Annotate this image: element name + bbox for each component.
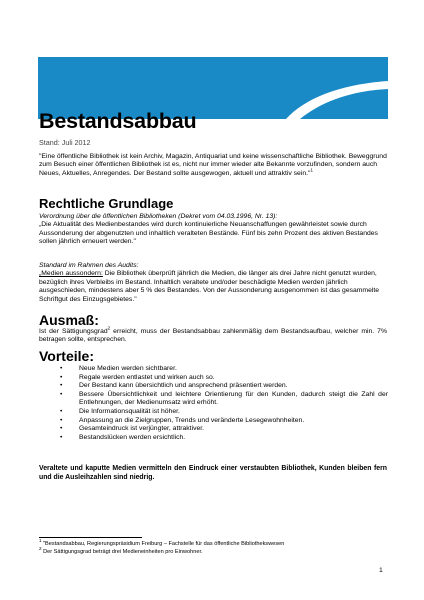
heading-vorteile: Vorteile: bbox=[39, 348, 94, 364]
standard-title: Standard im Rahmen des Audits: bbox=[39, 262, 139, 269]
list-item: • Bessere Übersichtlichkeit und leichtere Orientierung für den Kunden, dadurch steigt die Zahl der Entlehnungen, der Medienumsatz wird erhöht. bbox=[60, 391, 388, 408]
intro-quote-text: "Eine öffentliche Bibliothek ist kein Archiv, Magazin, Antiquariat und keine wissenschaftliche Bibliothek. Beweggrund zum Besuch einer öffentlichen Bibliothek ist es, nicht nur immer wieder alte Bekannte vorzufinden, sondern auch Neues, Aktuelles, Anregendes. Der Bestand sollte ausgewogen, aktuell und attraktiv sein." bbox=[39, 153, 387, 177]
footnote-ref-1: 1 bbox=[310, 167, 313, 173]
heading-rechtliche-grundlage: Rechtliche Grundlage bbox=[39, 196, 174, 211]
list-item: • Der Bestand kann übersichtlich und ansprechend präsentiert werden. bbox=[60, 382, 388, 391]
footnote-number: 2 bbox=[39, 546, 42, 552]
standard-label: „Medien aussondern: bbox=[39, 270, 103, 278]
ausmass-text bbox=[39, 325, 387, 345]
ausmass-text-before: Ist der Sättigungsgrad bbox=[39, 328, 108, 335]
footnote-text: Der Sättigungsgrad beträgt drei Medieneinheiten pro Einwohner. bbox=[41, 549, 203, 555]
verordnung-text: „Die Aktualität des Medienbestandes wird durch kontinuierliche Neuanschaffungen gewährleistet sowie durch Aussonderung der abgenutzten und inhaltlich veralteten Bestände. Fünf bis zehn Prozent des aktiven Bestandes sollen jährlich erneuert werden." bbox=[39, 221, 378, 246]
verordnung-block bbox=[39, 213, 387, 247]
verordnung-title: Verordnung über die öffentlichen Bibliotheken (Dekret vom 04.03.1996, Nr. 13): bbox=[39, 213, 278, 220]
page-number: 1 bbox=[379, 567, 383, 574]
intro-quote bbox=[39, 153, 387, 178]
list-item: • Bestandslücken werden ersichtlich. bbox=[60, 434, 388, 443]
page-title: Bestandsabbau bbox=[39, 109, 197, 133]
footnote-text: "Bestandsabbau, Regierungspräsidium Freiburg – Fachstelle für das öffentliche Bibliothekswesen bbox=[41, 541, 285, 547]
list-item: • Regale werden entlastet und wirken auch so. bbox=[60, 374, 388, 383]
footnote-1 bbox=[39, 538, 285, 548]
date-stand: Stand: Juli 2012 bbox=[39, 138, 91, 147]
footnote-2 bbox=[39, 546, 203, 556]
list-item: • Gesamteindruck ist verjüngter, attraktiver. bbox=[60, 425, 388, 434]
footnote-number: 1 bbox=[39, 538, 42, 544]
standard-block bbox=[39, 262, 387, 304]
footnote-divider bbox=[39, 537, 142, 538]
list-item: • Anpassung an die Zielgruppen, Trends und veränderte Lesegewohnheiten. bbox=[60, 417, 388, 426]
standard-text: Die Bibliothek überprüft jährlich die Medien, die länger als drei Jahre nicht genutzt wurden, bezüglich ihres Verbleibs im Bestand. Inhaltlich veraltete und/oder beschädigte Medien werden jährlich ausgeschieden, mindestens aber 5 % des Bestandes. Von der Aussonderung ausgenommen ist das gesammelte Schriftgut des Einzugsgebietes." bbox=[39, 270, 380, 303]
ausmass-text-after: erreicht, muss der Bestandsabbau zahlenmäßig dem Bestandsaufbau, welcher min. 7% betragen sollte, entsprechen. bbox=[39, 328, 387, 344]
vorteile-list bbox=[60, 365, 388, 442]
closing-statement: Veraltete und kaputte Medien vermitteln den Eindruck einer verstaubten Bibliothek, Kunden bleiben fern und die Ausleihzahlen sind niedrig. bbox=[39, 465, 387, 481]
list-item: • Die Informationsqualität ist höher. bbox=[60, 408, 388, 417]
footnote-ref-2: 2 bbox=[107, 325, 111, 331]
list-item: • Neue Medien werden sichtbarer. bbox=[60, 365, 388, 374]
heading-ausmass: Ausmaß: bbox=[39, 312, 99, 328]
